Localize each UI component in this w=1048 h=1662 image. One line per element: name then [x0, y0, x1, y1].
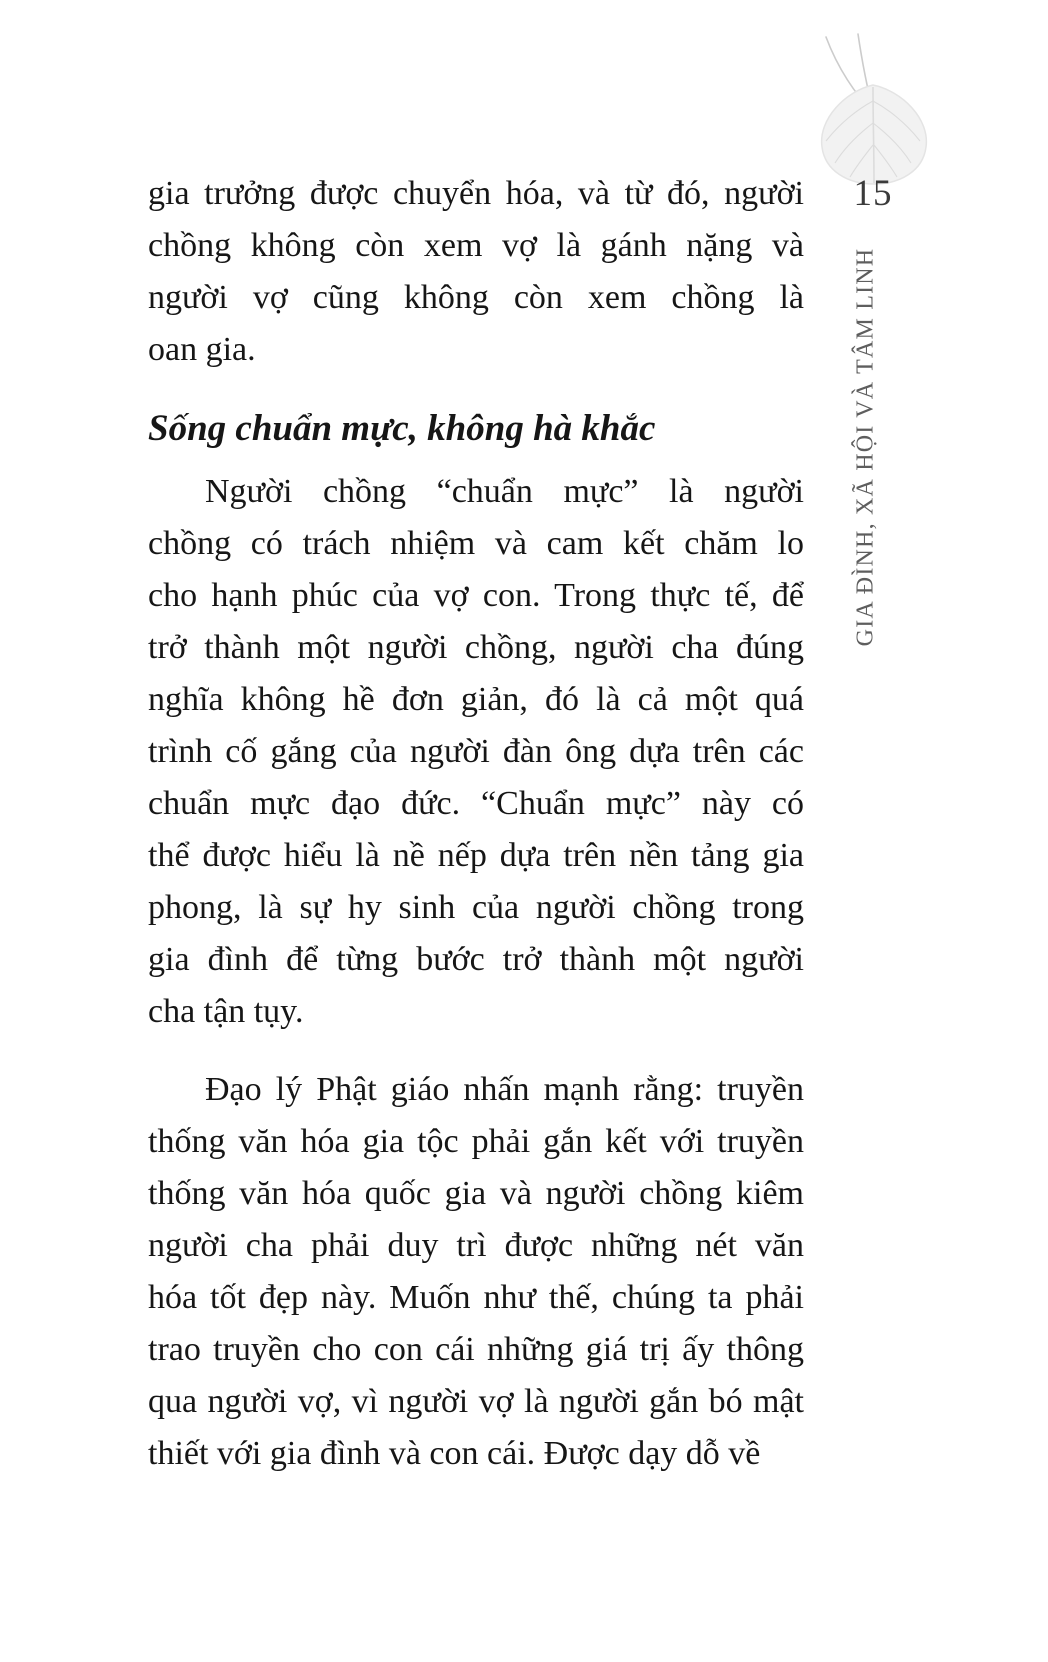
text-line: thể được hiểu là nề nếp dựa trên nền tảng gia — [148, 837, 804, 874]
text-line: chồng không còn xem vợ là gánh nặng và — [148, 227, 804, 264]
bodhi-leaf-watermark-icon — [812, 33, 938, 185]
text-line: thiết với gia đình và con cái. Được dạy dỗ về — [148, 1435, 761, 1472]
text-line: chồng có trách nhiệm và cam kết chăm lo — [148, 525, 804, 562]
text-line: người vợ cũng không còn xem chồng là — [148, 279, 804, 316]
text-line: qua người vợ, vì người vợ là người gắn bó mật — [148, 1383, 804, 1420]
text-line: chuẩn mực đạo đức. “Chuẩn mực” này có — [148, 785, 804, 822]
paragraph — [148, 168, 804, 376]
text-line: người cha phải duy trì được những nét văn — [148, 1227, 804, 1264]
text-line: phong, là sự hy sinh của người chồng trong — [148, 889, 804, 926]
page-number: 15 — [853, 173, 893, 214]
text-line: Người chồng “chuẩn mực” là người — [205, 473, 804, 510]
text-line: Đạo lý Phật giáo nhấn mạnh rằng: truyền — [205, 1071, 804, 1108]
text-line: trình cố gắng của người đàn ông dựa trên các — [148, 733, 804, 770]
text-line: thống văn hóa quốc gia và người chồng kiêm — [148, 1175, 804, 1212]
text-line: cho hạnh phúc của vợ con. Trong thực tế, để — [148, 577, 804, 614]
text-line: thống văn hóa gia tộc phải gắn kết với truyền — [148, 1123, 804, 1160]
text-line: gia trưởng được chuyển hóa, và từ đó, người — [148, 175, 804, 212]
text-line: trao truyền cho con cái những giá trị ấy thông — [148, 1331, 804, 1368]
paragraph — [148, 466, 804, 1038]
text-line: oan gia. — [148, 331, 256, 368]
text-line: hóa tốt đẹp này. Muốn như thế, chúng ta phải — [148, 1279, 804, 1316]
text-line: cha tận tụy. — [148, 993, 304, 1030]
text-line: gia đình để từng bước trở thành một người — [148, 941, 804, 978]
body-text — [148, 168, 804, 1506]
section-heading: Sống chuẩn mực, không hà khắc — [148, 408, 656, 449]
text-line: nghĩa không hề đơn giản, đó là cả một quá — [148, 681, 804, 718]
text-line: trở thành một người chồng, người cha đúng — [148, 629, 804, 666]
chapter-title-vertical: GIA ĐÌNH, XÃ HỘI VÀ TÂM LINH — [852, 247, 879, 647]
paragraph — [148, 1064, 804, 1480]
